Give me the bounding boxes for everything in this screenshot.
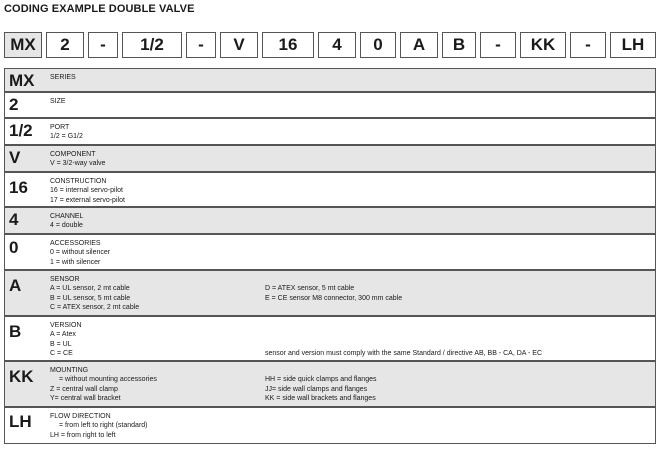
row-label: ACCESSORIES: [50, 240, 101, 247]
code-part-dash: -: [570, 32, 606, 58]
code-part-dash: -: [186, 32, 216, 58]
option-line: Y= central wall bracket: [50, 395, 121, 403]
legend-row-size: [4, 92, 656, 118]
option-line: B = UL: [50, 340, 72, 348]
legend-row-accessories: [4, 234, 656, 270]
option-line: C = ATEX sensor, 2 mt cable: [50, 304, 140, 312]
row-label: MOUNTING: [50, 367, 89, 374]
option-line: LH = from right to left: [50, 431, 116, 439]
legend-row-flow-direction: [4, 407, 656, 444]
row-options: [50, 132, 83, 142]
option-line: C = CE: [50, 350, 73, 358]
row-options: [50, 421, 148, 440]
legend-row-component: [4, 145, 656, 172]
row-label: CONSTRUCTION: [50, 178, 107, 185]
code-part-sensor: A: [400, 32, 438, 58]
code-part-component: V: [220, 32, 258, 58]
option-line: 0 = without silencer: [50, 249, 111, 256]
option-line: HH = side quick clamps and flanges: [265, 376, 377, 383]
row-label: SENSOR: [50, 276, 80, 283]
row-label: COMPONENT: [50, 151, 96, 158]
option-line: B = UL sensor, 5 mt cable: [50, 294, 131, 302]
row-options: [50, 248, 110, 267]
row-code: 1/2: [9, 121, 33, 140]
compliance-note: sensor and version must comply with the same Standard / directive AB, BB - CA, DA - EC: [265, 350, 543, 357]
row-code: 2: [9, 95, 19, 114]
row-label: CHANNEL: [50, 213, 84, 220]
row-label: PORT: [50, 124, 70, 131]
option-line: 1/2 = G1/2: [50, 133, 83, 140]
row-options: [50, 221, 83, 231]
code-part-channel: 4: [318, 32, 356, 58]
row-code: 16: [9, 178, 28, 197]
legend-row-sensor: [4, 270, 656, 316]
page-title: CODING EXAMPLE DOUBLE VALVE: [4, 3, 195, 15]
code-part-construction: 16: [262, 32, 314, 58]
row-note: [265, 349, 542, 359]
row-options: [50, 186, 125, 205]
row-code: 0: [9, 238, 19, 257]
code-part-flow-direction: LH: [610, 32, 656, 58]
row-options: [50, 159, 105, 169]
row-label: FLOW DIRECTION: [50, 413, 111, 420]
legend-row-mounting: [4, 361, 656, 407]
code-part-size: 2: [46, 32, 84, 58]
row-code: V: [9, 148, 21, 167]
row-code: LH: [9, 412, 32, 431]
option-line: E = CE sensor M8 connector, 300 mm cable: [265, 294, 403, 302]
option-line: KK = side wall brackets and flanges: [265, 395, 376, 403]
code-part-mounting: KK: [520, 32, 566, 58]
code-part-accessories: 0: [360, 32, 396, 58]
row-label: SERIES: [50, 74, 76, 81]
option-line: 17 = external servo-pilot: [50, 196, 125, 204]
option-line: V = 3/2-way valve: [50, 160, 106, 167]
row-code: 4: [9, 210, 19, 229]
option-line: D = ATEX sensor, 5 mt cable: [265, 285, 355, 292]
option-line: JJ= side wall clamps and flanges: [265, 385, 368, 393]
option-line: A = UL sensor, 2 mt cable: [50, 285, 130, 292]
code-part-port: 1/2: [122, 32, 182, 58]
row-options-right: [265, 375, 376, 404]
code-part-series: MX: [4, 32, 42, 58]
row-code: KK: [9, 367, 34, 386]
option-line: 1 = with silencer: [50, 258, 101, 266]
legend-row-port: [4, 118, 656, 145]
option-line: Z = central wall clamp: [50, 385, 118, 393]
legend-row-construction: [4, 172, 656, 207]
row-label: SIZE: [50, 98, 66, 105]
row-options: [50, 284, 139, 313]
code-part-version: B: [442, 32, 476, 58]
legend-row-series: [4, 68, 656, 92]
row-code: MX: [9, 71, 35, 90]
row-code: A: [9, 276, 22, 295]
row-options: [50, 375, 157, 404]
option-line: A = Atex: [50, 331, 76, 338]
legend-row-version: [4, 316, 656, 361]
row-label: VERSION: [50, 322, 82, 329]
row-options-right: [265, 284, 402, 303]
option-line: 16 = internal servo-pilot: [50, 187, 123, 194]
code-part-dash: -: [88, 32, 118, 58]
option-line: = from left to right (standard): [59, 422, 148, 429]
row-options: [50, 330, 76, 359]
option-line: 4 = double: [50, 222, 83, 229]
legend-row-channel: [4, 207, 656, 234]
code-part-dash: -: [480, 32, 516, 58]
row-code: B: [9, 322, 22, 341]
option-line: = without mounting accessories: [59, 376, 157, 383]
